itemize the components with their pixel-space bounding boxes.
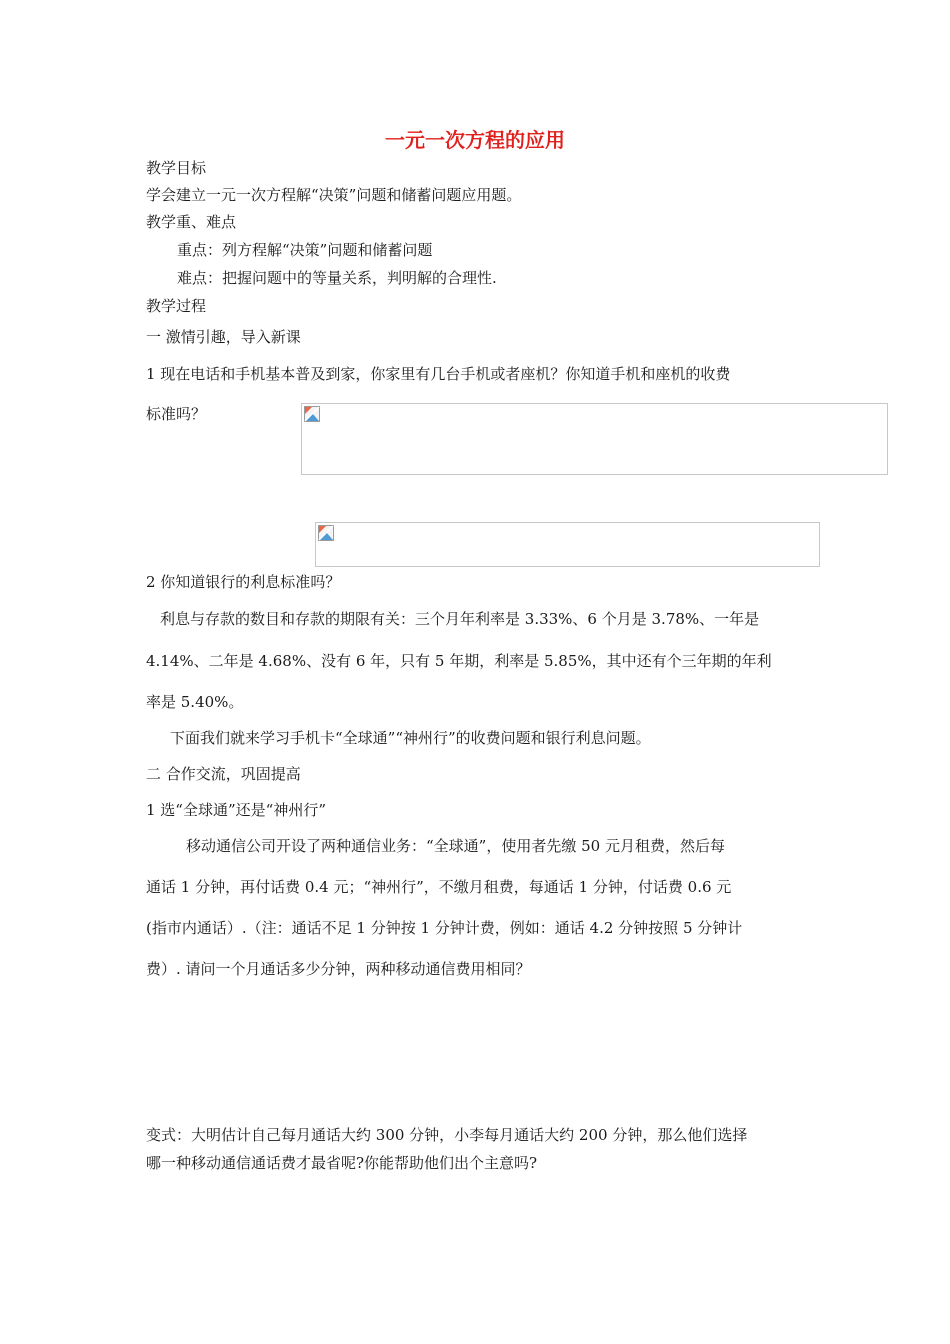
question1-line1: 1 现在电话和手机基本普及到家，你家里有几台手机或者座机？你知道手机和座机的收费 bbox=[146, 365, 731, 383]
keypoints-heading: 教学重、难点 bbox=[146, 213, 237, 231]
problem-line4: 费）. 请问一个月通话多少分钟，两种移动通信费用相同？ bbox=[146, 960, 531, 978]
variant-line2: 哪一种移动通信通话费才最省呢?你能帮助他们出个主意吗? bbox=[146, 1154, 538, 1172]
difficult-point: 难点：把握问题中的等量关系，判明解的合理性. bbox=[177, 269, 497, 287]
page-title: 一元一次方程的应用 bbox=[385, 128, 565, 152]
section2-heading: 二 合作交流，巩固提高 bbox=[146, 765, 301, 783]
goal-text: 学会建立一元一次方程解“决策”问题和储蓄问题应用题。 bbox=[146, 186, 522, 204]
section1-heading: 一 激情引趣，导入新课 bbox=[146, 328, 301, 346]
embedded-image-1 bbox=[301, 403, 888, 475]
question2: 2 你知道银行的利息标准吗？ bbox=[146, 573, 341, 591]
process-heading: 教学过程 bbox=[146, 297, 207, 315]
problem-line2: 通话 1 分钟，再付话费 0.4 元；“神州行”，不缴月租费，每通话 1 分钟，付话费 0.6 元 bbox=[146, 878, 732, 896]
sub1-heading: 1 选“全球通”还是“神州行” bbox=[146, 801, 326, 819]
broken-image-icon bbox=[304, 406, 320, 422]
problem-line1: 移动通信公司开设了两种通信业务：“全球通”，使用者先缴 50 元月租费，然后每 bbox=[186, 837, 725, 855]
problem-line3: (指市内通话）.（注：通话不足 1 分钟按 1 分钟计费，例如：通话 4.2 分钟按照 5 分钟计 bbox=[146, 919, 743, 937]
variant-line1: 变式：大明估计自己每月通话大约 300 分钟，小李每月通话大约 200 分钟，那么他们选择 bbox=[146, 1126, 748, 1144]
interest-line3: 率是 5.40%。 bbox=[146, 693, 244, 711]
interest-line1: 利息与存款的数目和存款的期限有关：三个月年利率是 3.33%、6 个月是 3.78%、一年是 bbox=[160, 610, 760, 628]
interest-line2: 4.14%、二年是 4.68%、没有 6 年，只有 5 年期，利率是 5.85%，其中还有个三年期的年利 bbox=[146, 652, 772, 670]
question1-line2: 标准吗？ bbox=[146, 405, 207, 423]
embedded-image-2 bbox=[315, 522, 820, 567]
broken-image-icon bbox=[318, 525, 334, 541]
goal-heading: 教学目标 bbox=[146, 159, 207, 177]
key-point: 重点：列方程解“决策”问题和储蓄问题 bbox=[177, 241, 433, 259]
intro-line: 下面我们就来学习手机卡“全球通”“神州行”的收费问题和银行利息问题。 bbox=[170, 729, 651, 747]
